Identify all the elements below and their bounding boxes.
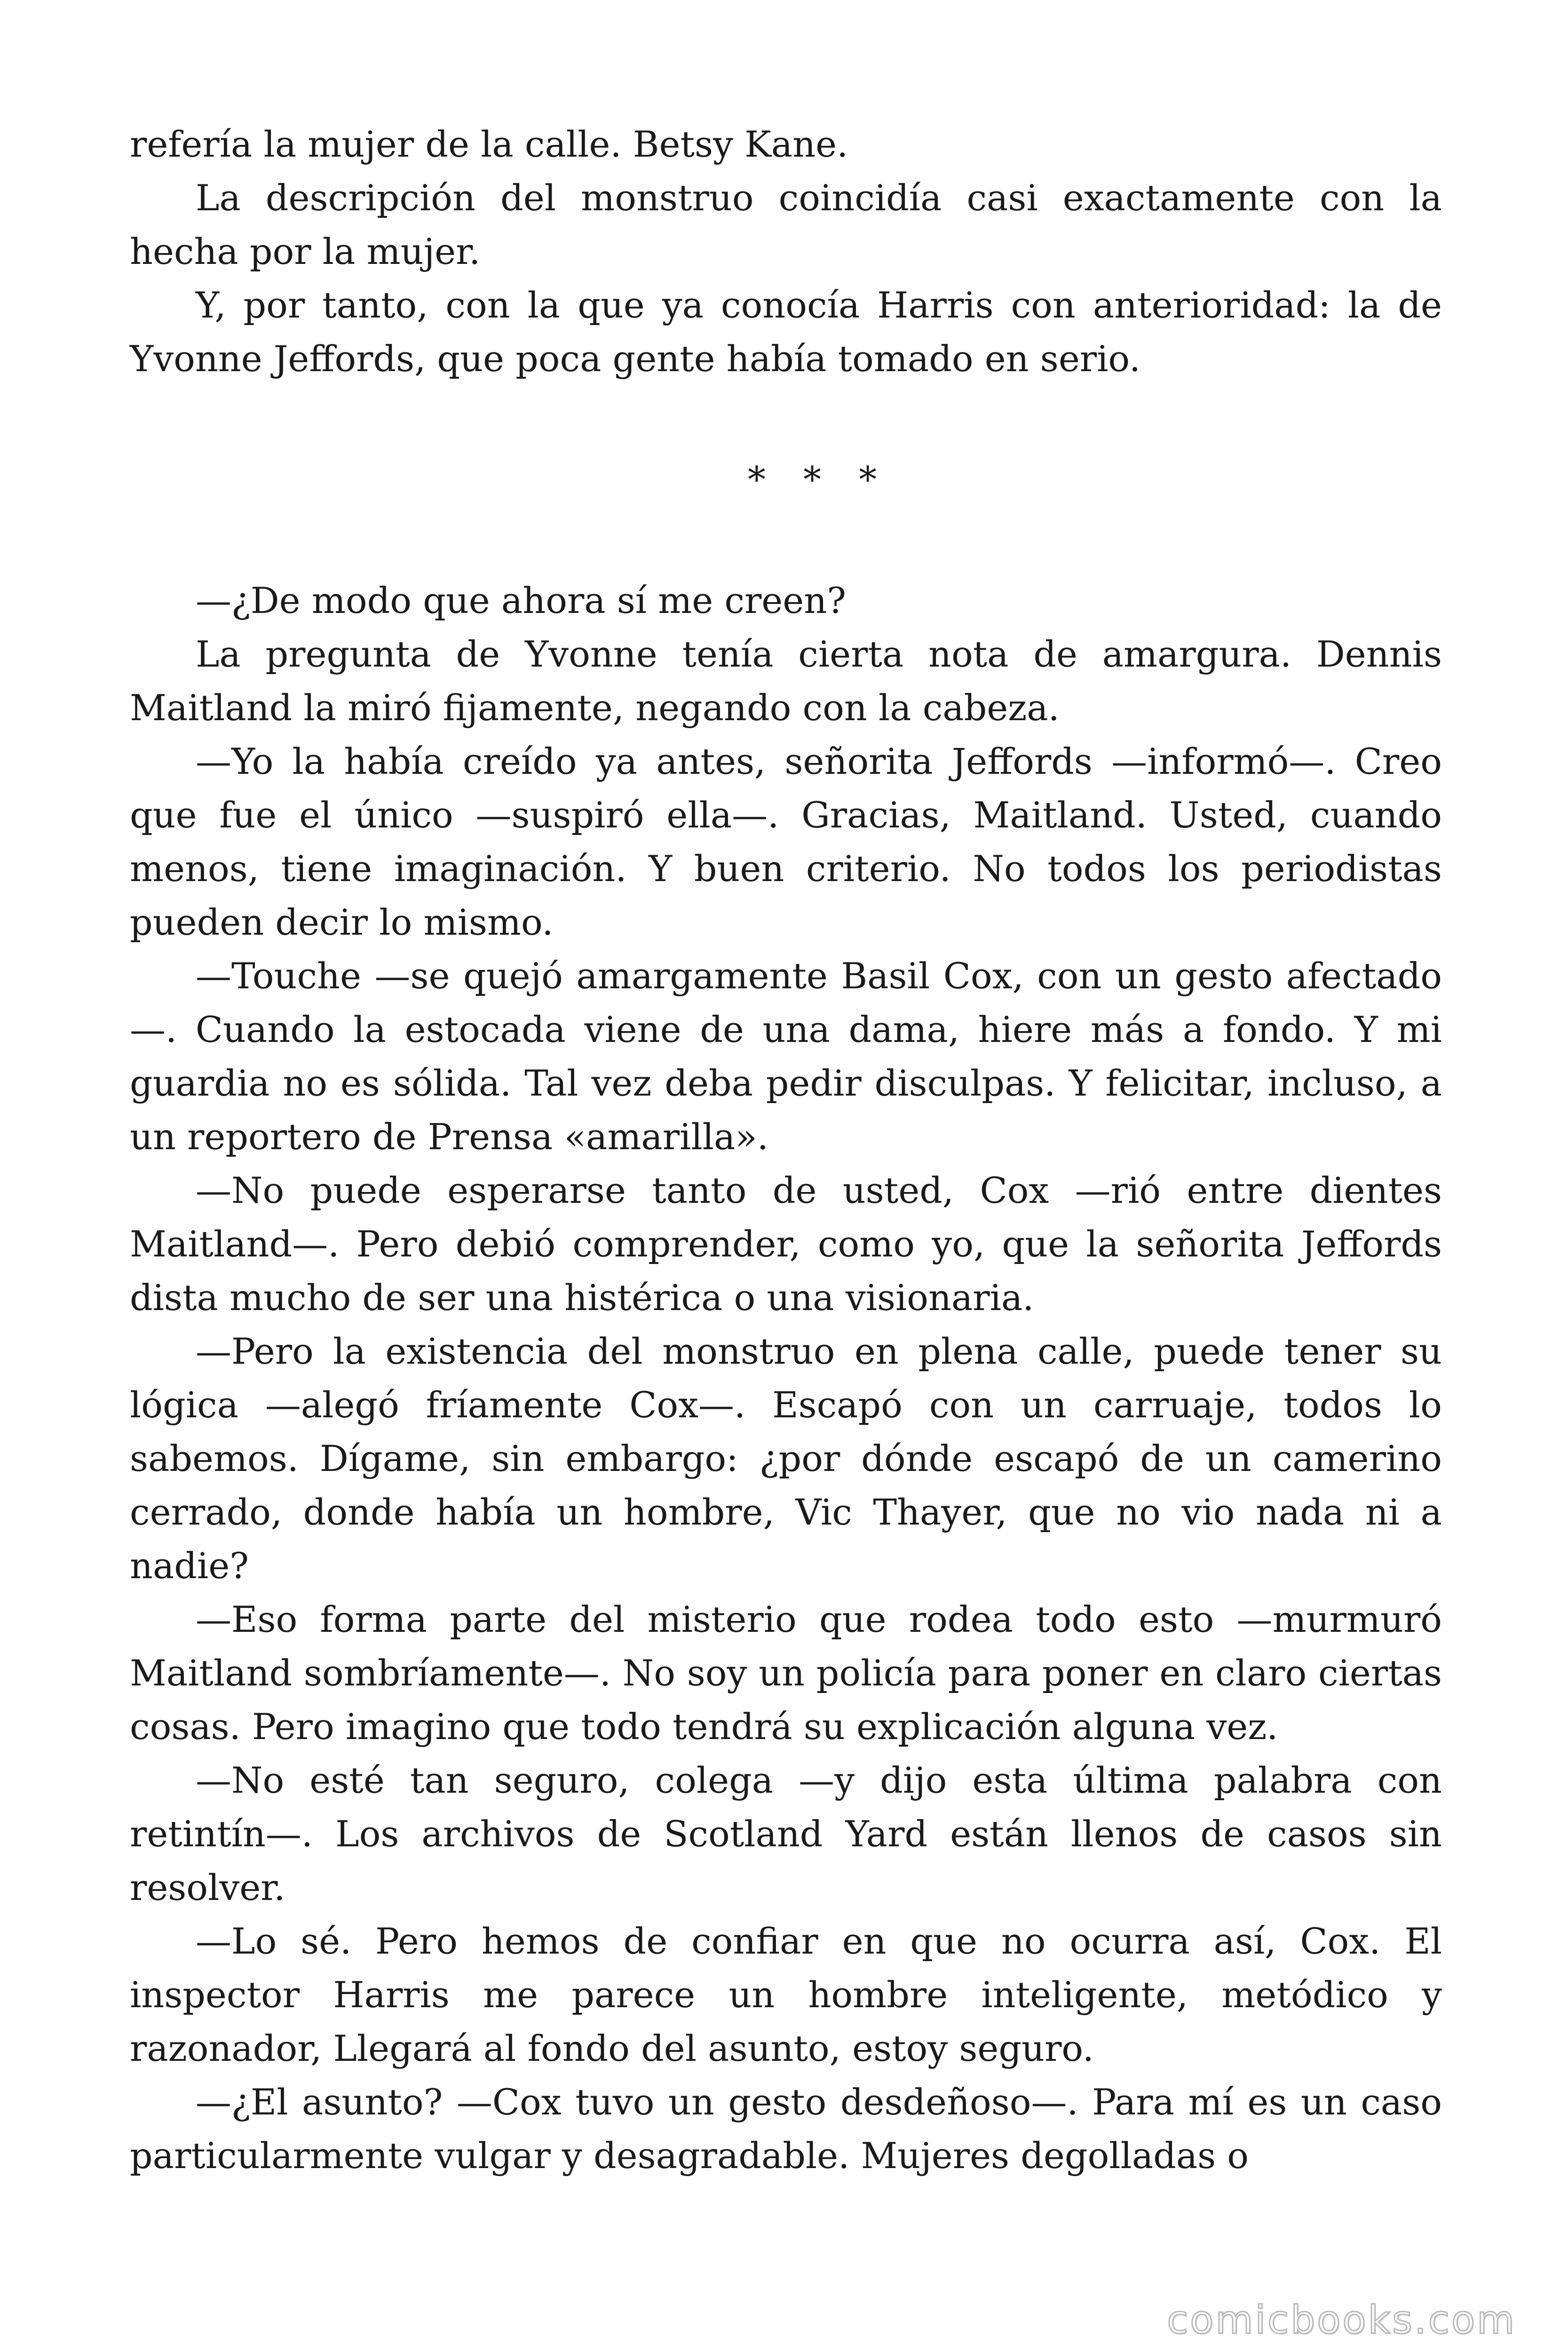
body-text [130,118,1442,2183]
paragraph: —Touche —se quejó amargamente Basil Cox, con un gesto afectado—. Cuando la estocada viene de una dama, hiere más a fondo. Y mi guardia no es sólida. Tal vez deba pedir disculpas. Y felicitar, incluso, a un reportero de Prensa «amarilla». [130,955,1442,1158]
paragraph: —¿De modo que ahora sí me creen? [196,580,846,621]
paragraph: —Lo sé. Pero hemos de confiar en que no ocurra así, Cox. El inspector Harris me parece un hombre inteligente, metódico y razonador, Llegará al fondo del asunto, estoy seguro. [130,1920,1442,2069]
scene-separator: * * * [747,459,890,501]
paragraph: Y, por tanto, con la que ya conocía Harris con anterioridad: la de Yvonne Jeffords, que poca gente había tomado en serio. [130,284,1442,380]
paragraph: —Pero la existencia del monstruo en plena calle, puede tener su lógica —alegó fríamente Cox—. Escapó con un carruaje, todos lo sabemos. Dígame, sin embargo: ¿por dónde escapó de un camerino cerrado, donde había un hombre, Vic Thayer, que no vio nada ni a nadie? [130,1330,1442,1587]
paragraph: La descripción del monstruo coincidía casi exactamente con la hecha por la mujer. [130,177,1442,272]
paragraph: —No esté tan seguro, colega —y dijo esta última palabra con retintín—. Los archivos de Scotland Yard están llenos de casos sin resolver. [130,1759,1442,1908]
watermark: comicbooks.com [1167,2298,1516,2343]
paragraph: —No puede esperarse tanto de usted, Cox —rió entre dientes Maitland—. Pero debió comprender, como yo, que la señorita Jeffords dista mucho de ser una histérica o una visionaria. [130,1169,1442,1319]
paragraph: —Eso forma parte del misterio que rodea todo esto —murmuró Maitland sombríamente—. No soy un policía para poner en claro ciertas cosas. Pero imagino que todo tendrá su explicación alguna vez. [130,1598,1442,1748]
paragraph: —Yo la había creído ya antes, señorita Jeffords —informó—. Creo que fue el único —suspiró ella—. Gracias, Maitland. Usted, cuando menos, tiene imaginación. Y buen criterio. No todos los periodistas pueden decir lo mismo. [130,740,1442,943]
paragraph: La pregunta de Yvonne tenía cierta nota de amargura. Dennis Maitland la miró fijamente, negando con la cabeza. [130,633,1442,729]
paragraph: refería la mujer de la calle. Betsy Kane. [130,123,848,165]
paragraph: —¿El asunto? —Cox tuvo un gesto desdeñoso—. Para mí es un caso particularmente vulgar y desagradable. Mujeres degolladas o [130,2081,1442,2177]
